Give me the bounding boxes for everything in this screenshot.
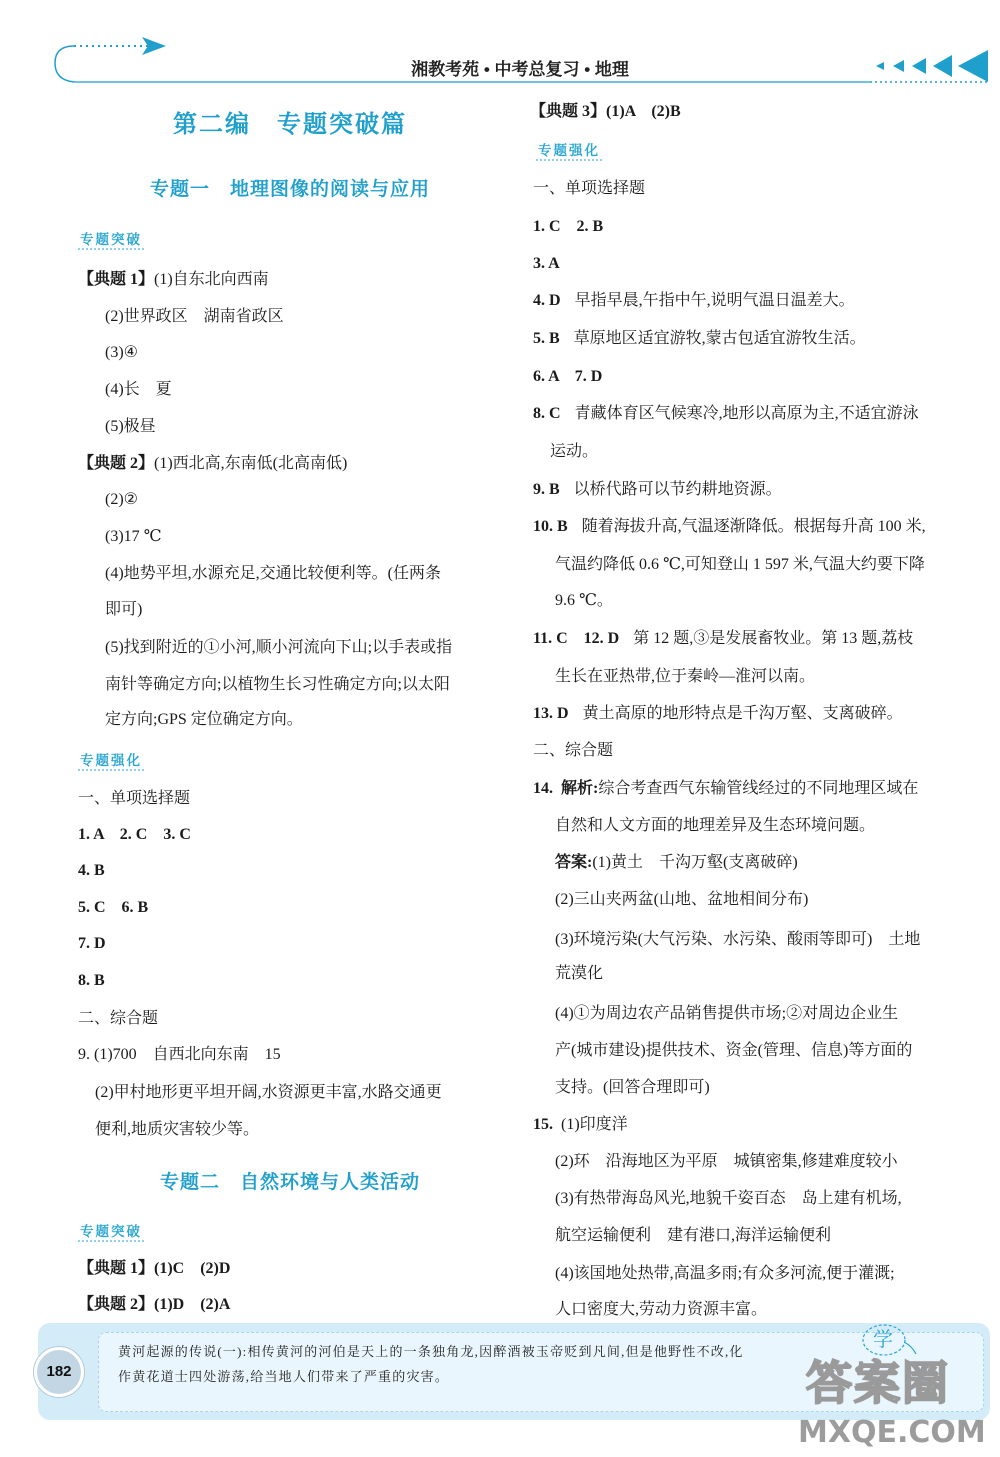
t1-section-comprehensive: 二、综合题 [78,1010,159,1027]
t2-choice-11-12 [533,628,913,650]
t2-choice-3 [533,253,574,275]
header-left-curve [55,46,74,82]
t2-q14-answer-line-6: 产(城市建设)提供技术、资金(管理、信息)等方面的 [555,1042,913,1059]
t2-example3 [530,101,681,123]
choice-number: 5. B [533,330,560,347]
t2-example1 [78,1258,230,1280]
t2-q15-line-2: (2)环 沿海地区为平原 城镇密集,修建难度较小 [555,1153,898,1170]
t1-choice-line-2: 4. B [78,862,105,879]
t1-choice-line-5: 8. B [78,972,105,989]
t1-q9-line-1: 9. (1)700 自西北向东南 15 [78,1046,281,1063]
t1-section-single-choice: 一、单项选择题 [78,790,191,807]
t2-q14-answer-line-7: 支持。(回答合理即可) [555,1079,710,1096]
question-number: 14. [533,780,553,797]
explanation-text: 以桥代路可以节约耕地资源。 [573,481,782,498]
header-decoration [0,0,1000,100]
choice-number: 11. C 12. D [533,630,620,647]
footer-note-line-1: 黄河起源的传说(一):相传黄河的河伯是天上的一条独角龙,因醉酒被玉帝贬到凡间,但是他野性不改,化 [118,1344,744,1359]
explanation-text: 早指早晨,午指中午,说明气温日温差大。 [574,292,855,309]
answer-text: (1)西北高,东南低(北高南低) [154,455,348,472]
explanation-text: 第 12 题,③是发展畜牧业。第 13 题,荔枝 [633,630,914,647]
t2-choice-10-cont-1: 气温约降低 0.6 ℃,可知登山 1 597 米,气温大约要下降 [555,556,925,573]
t1-choice-line-3: 5. C 6. B [78,899,149,916]
t2-q14-answer-line-3: (3)环境污染(大气污染、水污染、酸雨等即可) 土地 [555,931,921,948]
t1-example1-line-4: (4)长 夏 [105,381,172,398]
t2-choice-9 [533,479,782,501]
t2-section-comprehensive: 二、综合题 [533,742,614,759]
t2-q14-answer-line-4: 荒漠化 [555,965,604,982]
t2-section-single-choice: 一、单项选择题 [533,180,646,197]
t1-example2-line-3: (3)17 ℃ [105,528,162,545]
t2-q15-line-4: 航空运输便利 建有港口,海洋运输便利 [555,1227,832,1244]
t1-choice-line-1: 1. A 2. C 3. C [78,826,191,843]
choice-number: 1. C 2. B [533,218,604,235]
t1-q9-line-2: (2)甲村地形更平坦开阔,水资源更丰富,水路交通更 [95,1084,442,1101]
left-triangle-icon [958,50,988,82]
t1-example1-line-5: (5)极昼 [105,418,156,435]
example-tag: 【典题 2】 [78,1296,155,1313]
t2-q15-line-1 [533,1114,628,1136]
choice-number: 10. B [533,518,568,535]
t1-example2-line-7: 南针等确定方向;以植物生长习性确定方向;以太阳 [105,676,450,693]
example-tag: 【典题 3】 [530,103,607,120]
answer-text: (1)A (2)B [606,103,681,120]
t2-q14-answer-line-1 [555,852,798,874]
t1-example2-line-6: (5)找到附近的①小河,顺小河流向下山;以手表或指 [105,639,453,656]
question-number: 15. [533,1116,553,1133]
topic2-breakthrough-label: 专题突破 [78,1223,144,1242]
analysis-text: 综合考查西气东输管线经过的不同地理区域在 [598,780,919,797]
t2-choice-13 [533,703,903,725]
answer-text: (1)黄土 千沟万壑(支离破碎) [592,854,798,871]
t2-q15-line-6: 人口密度大,劳动力资源丰富。 [555,1301,768,1318]
topic2-reinforce-label: 专题强化 [536,142,602,161]
t1-choice-line-4: 7. D [78,935,106,952]
example-tag: 【典题 2】 [78,455,155,472]
explanation-text: 青藏体育区气候寒冷,地形以高原为主,不适宜游泳 [574,405,919,422]
topic1-title: 专题一 地理图像的阅读与应用 [149,179,430,200]
watermark-logo: 答案圈 [806,1356,950,1410]
choice-number: 6. A 7. D [533,368,603,385]
header-arrow-icon [142,37,166,55]
explanation-text: 随着海拔升高,气温逐渐降低。根据每升高 100 米, [581,518,926,535]
choice-number: 4. D [533,292,561,309]
footer-note-line-2: 作黄花道士四处游荡,给当地人们带来了严重的灾害。 [118,1369,450,1384]
page-number: 182 [34,1347,84,1397]
t1-example2-line-5: 即可) [105,601,143,618]
t1-q9-line-3: 便利,地质灾害较少等。 [95,1121,260,1138]
t1-example2-line-4: (4)地势平坦,水源充足,交通比较便利等。(任两条 [105,565,441,582]
example-tag: 【典题 1】 [78,271,155,288]
t2-example2 [78,1294,230,1316]
t2-q14-answer-line-2: (2)三山夹两盆(山地、盆地相间分布) [555,891,809,908]
study-badge: 学 [873,1327,893,1351]
t2-choice-4 [533,290,855,312]
explanation-text: 草原地区适宜游牧,蒙古包适宜游牧生活。 [573,330,866,347]
left-triangle-icon [876,62,884,70]
choice-number: 9. B [533,481,560,498]
t2-q15-line-3: (3)有热带海岛风光,地貌千姿百态 岛上建有机场, [555,1190,902,1207]
t2-choice-5 [533,328,866,350]
topic2-title: 专题二 自然环境与人类活动 [159,1172,420,1193]
answer-text: (1)自东北向西南 [154,271,269,288]
topic1-reinforce-label: 专题强化 [78,752,144,771]
left-triangle-icon [912,58,926,74]
left-triangle-icon [893,60,904,72]
choice-number: 8. C [533,405,561,422]
t2-choice-8 [533,403,919,425]
watermark-site: MXQE.COM [798,1415,986,1450]
t1-example1-line-1 [78,269,269,291]
left-triangle-icon [933,55,952,77]
t2-choice-8-cont: 运动。 [550,443,599,460]
part-title: 第二编 专题突破篇 [173,111,407,138]
t2-choice-10-cont-2: 9.6 ℃。 [555,592,613,609]
answer-text: (1)D (2)A [154,1296,231,1313]
t1-example1-line-2: (2)世界政区 湖南省政区 [105,308,284,325]
t2-q14-analysis-line-2: 自然和人文方面的地理差异及生态环境问题。 [555,817,876,834]
t1-example2-line-1 [78,453,347,475]
choice-number: 3. A [533,255,560,272]
t2-q14-analysis-line-1 [533,778,918,800]
answer-text: (1)C (2)D [154,1260,231,1277]
t2-q14-answer-line-5: (4)①为周边农产品销售提供市场;②对周边企业生 [555,1005,899,1022]
t2-choice-1-2 [533,216,617,238]
choice-number: 13. D [533,705,569,722]
t2-choice-10 [533,516,926,538]
explanation-text: 黄土高原的地形特点是千沟万壑、支离破碎。 [582,705,903,722]
t1-example1-line-3: (3)④ [105,344,138,361]
example-tag: 【典题 1】 [78,1260,155,1277]
header-title: 湘教考苑 • 中考总复习 • 地理 [411,60,629,79]
t2-choice-11-12-cont: 生长在亚热带,位于秦岭—淮河以南。 [555,668,816,685]
answer-tag: 答案: [555,854,593,871]
answer-text: (1)印度洋 [561,1116,628,1133]
t2-choice-6-7 [533,366,616,388]
t1-example2-line-2: (2)② [105,491,138,508]
t1-example2-line-8: 定方向;GPS 定位确定方向。 [105,711,303,728]
analysis-tag: 解析: [561,780,599,797]
t2-q15-line-5: (4)该国地处热带,高温多雨;有众多河流,便于灌溉; [555,1265,895,1282]
topic1-breakthrough-label: 专题突破 [78,231,144,250]
